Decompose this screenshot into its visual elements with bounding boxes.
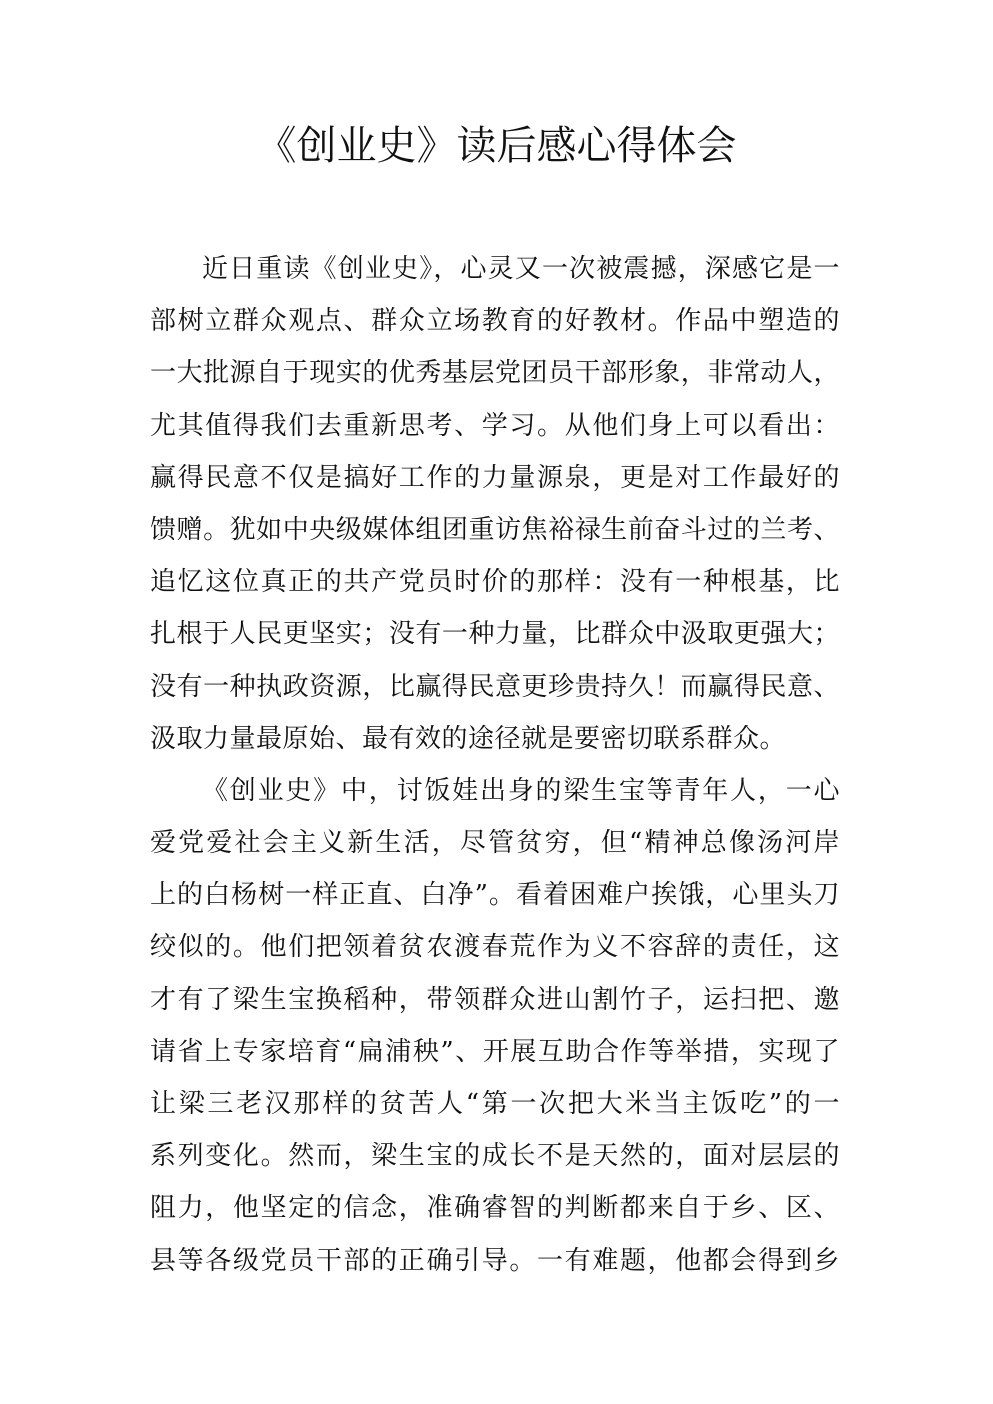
- paragraph-2-line-1: 《创业史》中，讨饭娃出身的梁生宝等青年人，一心: [202, 775, 840, 806]
- paragraph-2-line-7: 让梁三老汉那样的贫苦人“第一次把大米当主饭吃”的一: [150, 1089, 840, 1119]
- paragraph-2-line-3: 上的白杨树一样正直、白净”。看着困难户挨饿，心里头刀: [150, 880, 840, 911]
- paragraph-1-line-3: 一大批源自于现实的优秀基层党团员干部形象，非常动人，: [150, 358, 840, 389]
- document-title: 《创业史》读后感心得体会: [256, 123, 737, 169]
- paragraph-1-line-5: 赢得民意不仅是搞好工作的力量源泉，更是对工作最好的: [150, 462, 840, 493]
- paragraph-1-line-2: 部树立群众观点、群众立场教育的好教材。作品中塑造的: [150, 306, 840, 337]
- paragraph-2-line-5: 才有了梁生宝换稻种，带领群众进山割竹子，运扫把、邀: [150, 984, 840, 1015]
- document-body: [150, 243, 840, 1287]
- paragraph-1-line-6: 馈赠。犹如中央级媒体组团重访焦裕禄生前奋斗过的兰考、: [150, 514, 840, 545]
- paragraph-2-line-4: 绞似的。他们把领着贫农渡春荒作为义不容辞的责任，这: [150, 932, 840, 963]
- paragraph-1-line-7: 追忆这位真正的共产党员时价的那样：没有一种根基，比: [150, 567, 840, 598]
- paragraph-1-line-1: 近日重读《创业史》，心灵又一次被震撼，深感它是一: [202, 254, 840, 284]
- paragraph-2-line-2: 爱党爱社会主义新生活，尽管贫穷，但“精神总像汤河岸: [150, 828, 840, 859]
- paragraph-2-line-8: 系列变化。然而，梁生宝的成长不是天然的，面对层层的: [150, 1141, 840, 1172]
- paragraph-1-line-9: 没有一种执政资源，比赢得民意更珍贵持久！而赢得民意、: [150, 671, 840, 702]
- paragraph-1-line-10: 汲取力量最原始、最有效的途径就是要密切联系群众。: [150, 723, 787, 754]
- paragraph-2-line-9: 阻力，他坚定的信念，准确睿智的判断都来自于乡、区、: [150, 1193, 840, 1224]
- paragraph-1-line-4: 尤其值得我们去重新思考、学习。从他们身上可以看出：: [150, 410, 840, 441]
- paragraph-2-line-10: 县等各级党员干部的正确引导。一有难题，他都会得到乡: [150, 1245, 840, 1276]
- paragraph-1-line-8: 扎根于人民更坚实；没有一种力量，比群众中汲取更强大；: [150, 619, 840, 650]
- paragraph-2-line-6: 请省上专家培育“扁浦秧”、开展互助合作等举措，实现了: [150, 1036, 840, 1067]
